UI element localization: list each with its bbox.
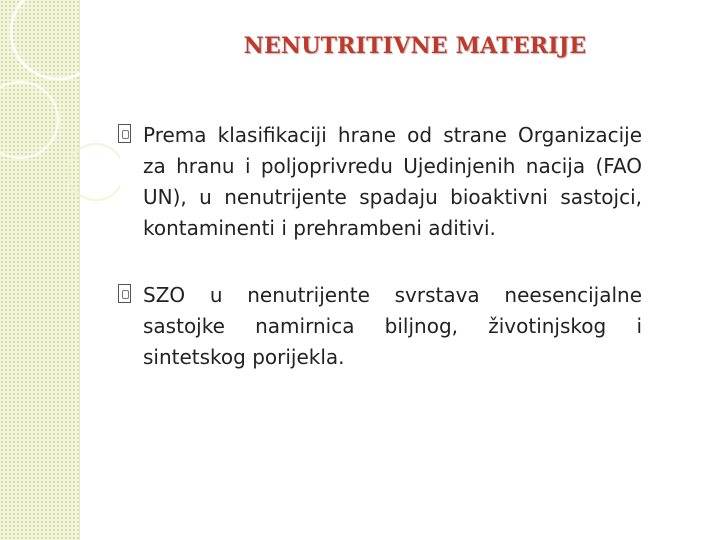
decorative-side-band [0,0,80,540]
slide-content [118,120,642,409]
bullet-paragraph-fao [118,120,642,244]
bullet-box-icon [118,124,131,143]
bullet-text-szo: SZO u nenutrijente svrstava neesencijalne sastojke namirnica biljnog, životinjskog i sintetskog porijekla. [143,283,642,369]
bullet-box-icon [118,284,131,303]
bullet-paragraph-szo [118,280,642,373]
slide-title: NENUTRITIVNE MATERIJE [243,33,587,59]
bullet-text-fao: Prema klasifikaciji hrane od strane Organizacije za hranu i poljoprivredu Ujedinjenih nacija (FAO UN), u nenutrijente spadaju bioaktivni sastojci, kontaminenti i prehrambeni aditivi. [143,123,642,240]
